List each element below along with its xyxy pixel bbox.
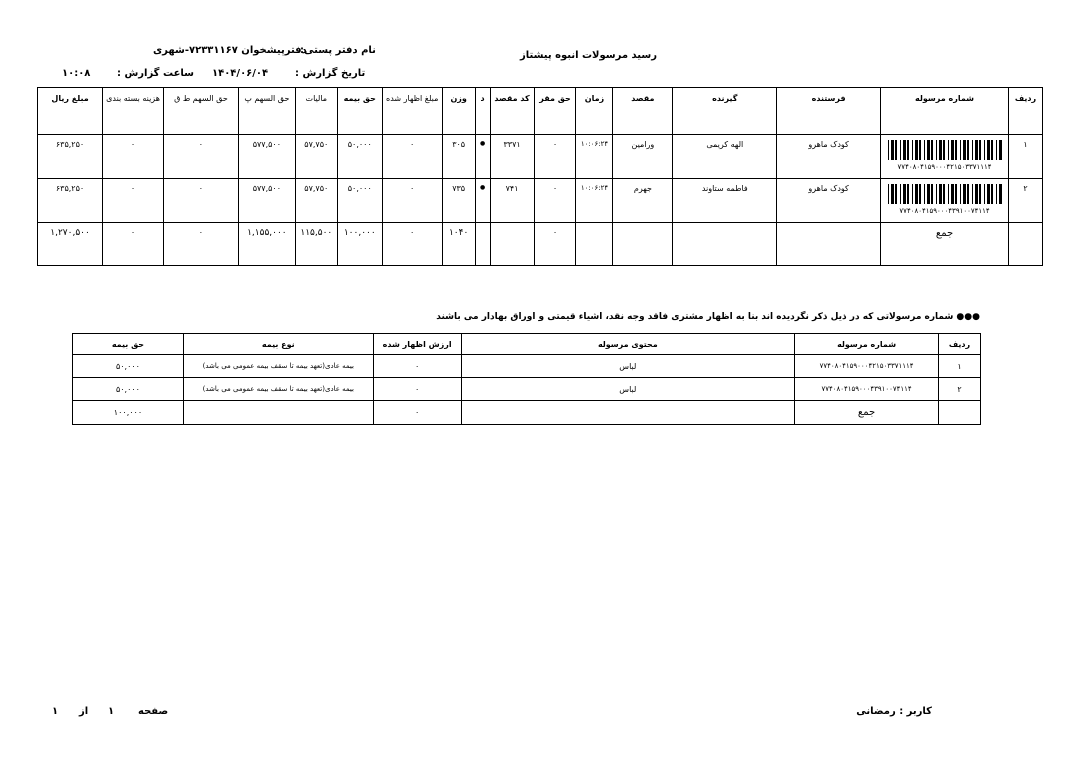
cell-time: ۱۰:۰۶:۲۴ [576,135,613,179]
col-share-tq: حق السهم ط ق [164,88,239,135]
ins-col-parcel-no: شماره مرسوله [795,334,939,355]
total-maqar-fee: ۰ [534,223,576,266]
cell-time: ۱۰:۰۶:۲۴ [576,179,613,223]
col-insurance: حق بیمه [337,88,382,135]
parcel-number: ۷۷۴۰۸۰۴۱۵۹۰۰۰۴۲۱۵۰۳۳۷۱۱۱۴ [897,163,992,171]
cell-weight: ۳۰۵ [442,135,475,179]
ins-cell-type: بیمه عادی(تعهد بیمه تا سقف بیمه عمومی می باشد) [183,355,373,378]
cell-share-p: ۵۷۷,۵۰۰ [238,179,295,223]
cell-amount: ۶۳۵,۲۵۰ [38,179,103,223]
insurance-header-row [73,334,981,355]
ins-col-content: محتوی مرسوله [461,334,795,355]
total-insurance: ۱۰۰,۰۰۰ [337,223,382,266]
total-weight: ۱۰۴۰ [442,223,475,266]
ins-col-declared: ارزش اظهار شده [373,334,461,355]
col-maqar-fee: حق مقر [534,88,576,135]
col-index: ردیف [1009,88,1043,135]
col-share-p: حق السهم پ [238,88,295,135]
col-time: زمان [576,88,613,135]
insurance-total-row [73,401,981,425]
cell-maqar-fee: ۰ [534,135,576,179]
office-name-label: نام دفتر پستی: [300,45,376,56]
cell-tax: ۵۷,۷۵۰ [295,179,337,223]
table-row [73,378,981,401]
table-row [73,355,981,378]
col-d: د [475,88,490,135]
cell-insurance: ۵۰,۰۰۰ [337,179,382,223]
cell-parcel-no [881,135,1009,179]
cell-weight: ۷۳۵ [442,179,475,223]
cell-d: ● [475,135,490,179]
insurance-note: ●●● شماره مرسولاتی که در ذیل ذکر نگردیده اند بنا به اظهار مشتری فاقد وجه نقد، اشیاء قیمتی و اوراق بهادار می باشند [436,312,980,322]
cell-packing: ۰ [103,179,164,223]
footer-user [856,706,932,717]
cell-declared: ۰ [382,135,442,179]
user-label: کاربر : [899,706,932,717]
ins-cell-insurance: ۵۰,۰۰۰ [73,378,184,401]
ins-cell-declared: ۰ [373,378,461,401]
cell-parcel-no [881,179,1009,223]
cell-share-tq: ۰ [164,179,239,223]
cell-tax: ۵۷,۷۵۰ [295,135,337,179]
col-packing: هزینه بسته بندی [103,88,164,135]
report-time-value: ۱۰:۰۸ [62,68,91,79]
col-dest-code: کد مقصد [490,88,534,135]
ins-total-label: جمع [795,401,939,425]
cell-amount: ۶۳۵,۲۵۰ [38,135,103,179]
ins-col-type: نوع بیمه [183,334,373,355]
barcode-icon [888,184,1002,204]
report-time-label: ساعت گزارش : [117,68,194,79]
parcel-number: ۷۷۴۰۸۰۴۱۵۹۰۰۰۴۳۹۱۰۰۷۴۱۱۴ [899,207,990,215]
cell-share-tq: ۰ [164,135,239,179]
cell-packing: ۰ [103,135,164,179]
cell-sender: کودک ماهرو [777,179,881,223]
cell-destination: جهرم [613,179,673,223]
table-row [38,179,1043,223]
col-sender: فرستنده [777,88,881,135]
cell-insurance: ۵۰,۰۰۰ [337,135,382,179]
ins-cell-content: لباس [461,355,795,378]
ins-cell-declared: ۰ [373,355,461,378]
total-declared: ۰ [382,223,442,266]
cell-dest-code: ۳۳۷۱ [490,135,534,179]
col-amount: مبلغ ریال [38,88,103,135]
col-destination: مقصد [613,88,673,135]
report-date-value: ۱۴۰۴/۰۶/۰۴ [212,68,269,79]
col-weight: وزن [442,88,475,135]
cell-index: ۱ [1009,135,1043,179]
cell-maqar-fee: ۰ [534,179,576,223]
barcode-icon [888,140,1002,160]
ins-cell-insurance: ۵۰,۰۰۰ [73,355,184,378]
page-current: ۱ [108,706,115,717]
total-share-p: ۱,۱۵۵,۰۰۰ [238,223,295,266]
ins-total-declared: ۰ [373,401,461,425]
cell-declared: ۰ [382,179,442,223]
col-declared: مبلغ اظهار شده [382,88,442,135]
page-total: ۱ [52,706,59,717]
total-amount: ۱,۲۷۰,۵۰۰ [38,223,103,266]
ins-cell-index: ۲ [939,378,981,401]
cell-dest-code: ۷۴۱ [490,179,534,223]
parcels-table [37,87,1043,266]
table-row [38,135,1043,179]
ins-cell-index: ۱ [939,355,981,378]
ins-col-index: ردیف [939,334,981,355]
ins-total-insurance: ۱۰۰,۰۰۰ [73,401,184,425]
ins-col-insurance: حق بیمه [73,334,184,355]
cell-index: ۲ [1009,179,1043,223]
ins-cell-type: بیمه عادی(تعهد بیمه تا سقف بیمه عمومی می باشد) [183,378,373,401]
cell-sender: کودک ماهرو [777,135,881,179]
cell-d: ● [475,179,490,223]
report-title: رسید مرسولات انبوه پیشتاز [520,50,657,61]
ins-cell-content: لباس [461,378,795,401]
table-header-row [38,88,1043,135]
report-date-label: تاریخ گزارش : [295,68,366,79]
page-of: از [79,706,89,717]
col-receiver: گیرنده [673,88,777,135]
table-total-row [38,223,1043,266]
cell-destination: ورامین [613,135,673,179]
cell-receiver: فاطمه ستاوند [673,179,777,223]
total-label: جمع [881,223,1009,266]
ins-cell-parcel-no: ۷۷۴۰۸۰۴۱۵۹۰۰۰۴۳۹۱۰۰۷۴۱۱۴ [795,378,939,401]
ins-cell-parcel-no: ۷۷۴۰۸۰۴۱۵۹۰۰۰۴۲۱۵۰۳۳۷۱۱۱۴ [795,355,939,378]
cell-receiver: الهه کریمی [673,135,777,179]
cell-share-p: ۵۷۷,۵۰۰ [238,135,295,179]
total-share-tq: ۰ [164,223,239,266]
page-label: صفحه [138,706,169,717]
user-name: رمضانی [856,706,896,717]
col-tax: مالیات [295,88,337,135]
total-tax: ۱۱۵,۵۰۰ [295,223,337,266]
col-parcel-no: شماره مرسوله [881,88,1009,135]
office-name-value: دفترپیشخوان ۷۲۳۳۱۱۶۷-شهری [153,45,307,56]
total-packing: ۰ [103,223,164,266]
insurance-table [72,333,981,425]
